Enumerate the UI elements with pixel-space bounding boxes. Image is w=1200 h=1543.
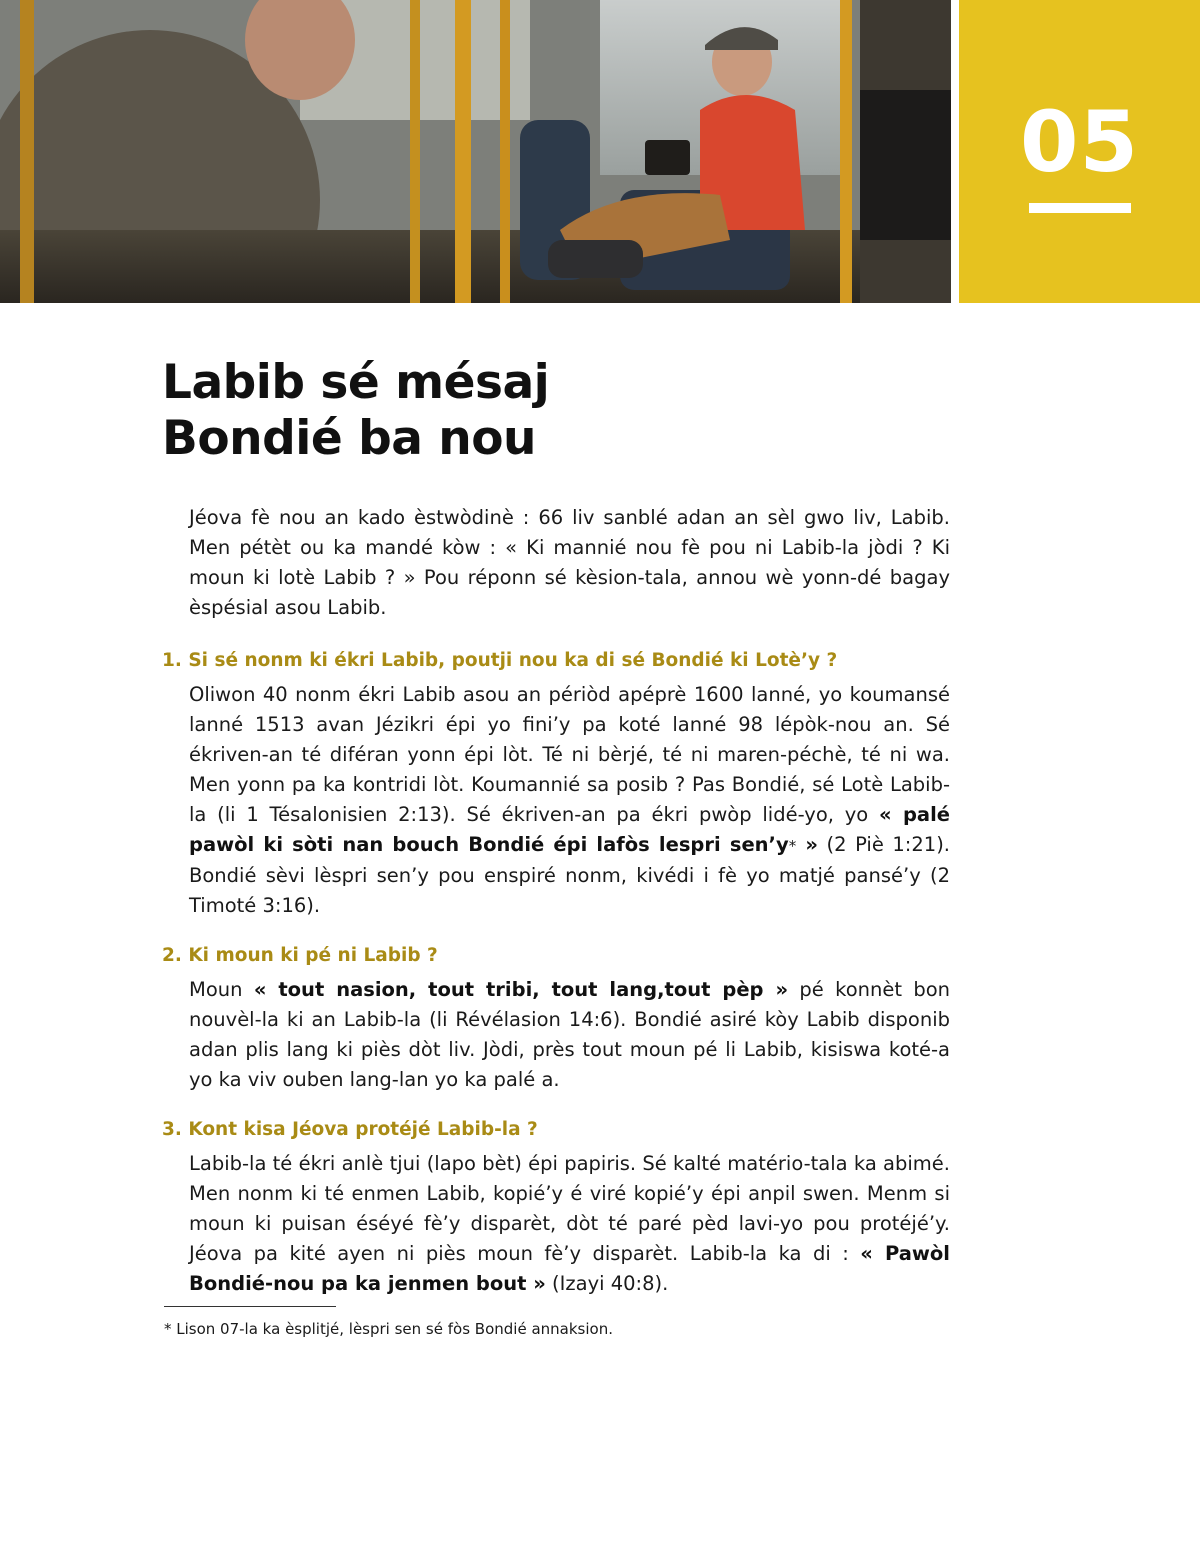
section-3-text-before: Labib-la té ékri anlè tjui (lapo bèt) épi papiris. Sé kalté matério-tala ka abimé. Men nonm ki té enmen Labib, kopié’y é viré kopié’y épi anpil swen. Menm si moun ki puisan éséyé fè’y disparèt, dòt té paré pèd lavi-yo pou protéjé’y. Jéova pa kité ayen ni piès moun fè’y disparèt. Labib-la ka di :	[189, 1152, 950, 1265]
section-1-quote: « palé pawòl ki sòti nan bouch Bondié épi lafòs lespri sen’y	[189, 803, 950, 856]
section-2-text	[189, 975, 950, 1095]
section-3-quote: « Pawòl Bondié-nou pa ka jenmen bout »	[189, 1242, 950, 1295]
section-3-text	[189, 1149, 950, 1299]
section-1-question: 1. Si sé nonm ki ékri Labib, poutji nou ka di sé Bondié ki Lotè’y ?	[162, 650, 838, 671]
section-3-question: 3. Kont kisa Jéova protéjé Labib-la ?	[162, 1119, 538, 1140]
lesson-number-underline	[1029, 203, 1131, 213]
section-1-text-before: Oliwon 40 nonm ékri Labib asou an périòd apéprè 1600 lanné, yo koumansé lanné 1513 avan Jézikri épi yo fini’y pa koté lanné 98 lépòk-nou an. Sé ékriven-an té diféran yonn épi lòt. Té ni bèrjé, té ni maren-péchè, té ni wa. Men yonn pa ka kontridi lòt. Koumannié sa posib ? Pas Bondié, sé Lotè Labib-la (li 1 Tésalonisien 2:13). Sé ékriven-an pa ékri pwòp lidé-yo, yo	[189, 683, 950, 826]
lesson-number-badge	[959, 0, 1200, 303]
page-title	[162, 355, 549, 467]
page-title-line-2: Bondié ba nou	[162, 411, 536, 466]
bus-reading-photo-icon	[0, 0, 951, 303]
footnote: * Lison 07-la ka èsplitjé, lèspri sen sé fòs Bondié annaksion.	[164, 1320, 613, 1338]
lesson-number: 05	[1020, 93, 1139, 191]
section-2	[162, 943, 950, 1095]
section-1-text	[189, 680, 950, 921]
section-2-text-after: pé konnèt bon nouvèl-la ki an Labib-la (li Révélasion 14:6). Bondié asiré kòy Labib disponib adan plis lang ki piès dòt liv. Jòdi, près tout moun pé li Labib, kisiswa koté-a yo ka viv ouben lang-lan yo ka palé a.	[189, 978, 950, 1091]
section-1-quote-close: »	[796, 833, 818, 856]
footnote-marker: *	[788, 837, 797, 855]
intro-paragraph: Jéova fè nou an kado èstwòdinè : 66 liv sanblé adan an sèl gwo liv, Labib. Men pétèt ou ka mandé kòw : « Ki mannié nou fè pou ni Labib-la jòdi ? Ki moun ki lotè Labib ? » Pou réponn sé kèsion-tala, annou wè yonn-dé bagay èspésial asou Labib.	[189, 506, 950, 619]
page-title-line-1: Labib sé mésaj	[162, 355, 550, 410]
section-1-text-after: (2 Piè 1:21). Bondié sèvi lèspri sen’y pou enspiré nonm, kivédi i fè yo matjé pansé’y (2 Timoté 3:16).	[189, 833, 950, 917]
section-3-text-after: (Izayi 40:8).	[545, 1272, 669, 1295]
section-3	[162, 1117, 950, 1299]
lesson-body	[162, 503, 950, 1321]
header-photo	[0, 0, 951, 303]
section-2-quote: « tout nasion, tout tribi, tout lang,tout pèp »	[253, 978, 789, 1001]
section-2-text-before: Moun	[189, 978, 254, 1001]
section-2-question: 2. Ki moun ki pé ni Labib ?	[162, 945, 438, 966]
footnote-divider	[164, 1306, 336, 1307]
section-1	[162, 648, 950, 921]
